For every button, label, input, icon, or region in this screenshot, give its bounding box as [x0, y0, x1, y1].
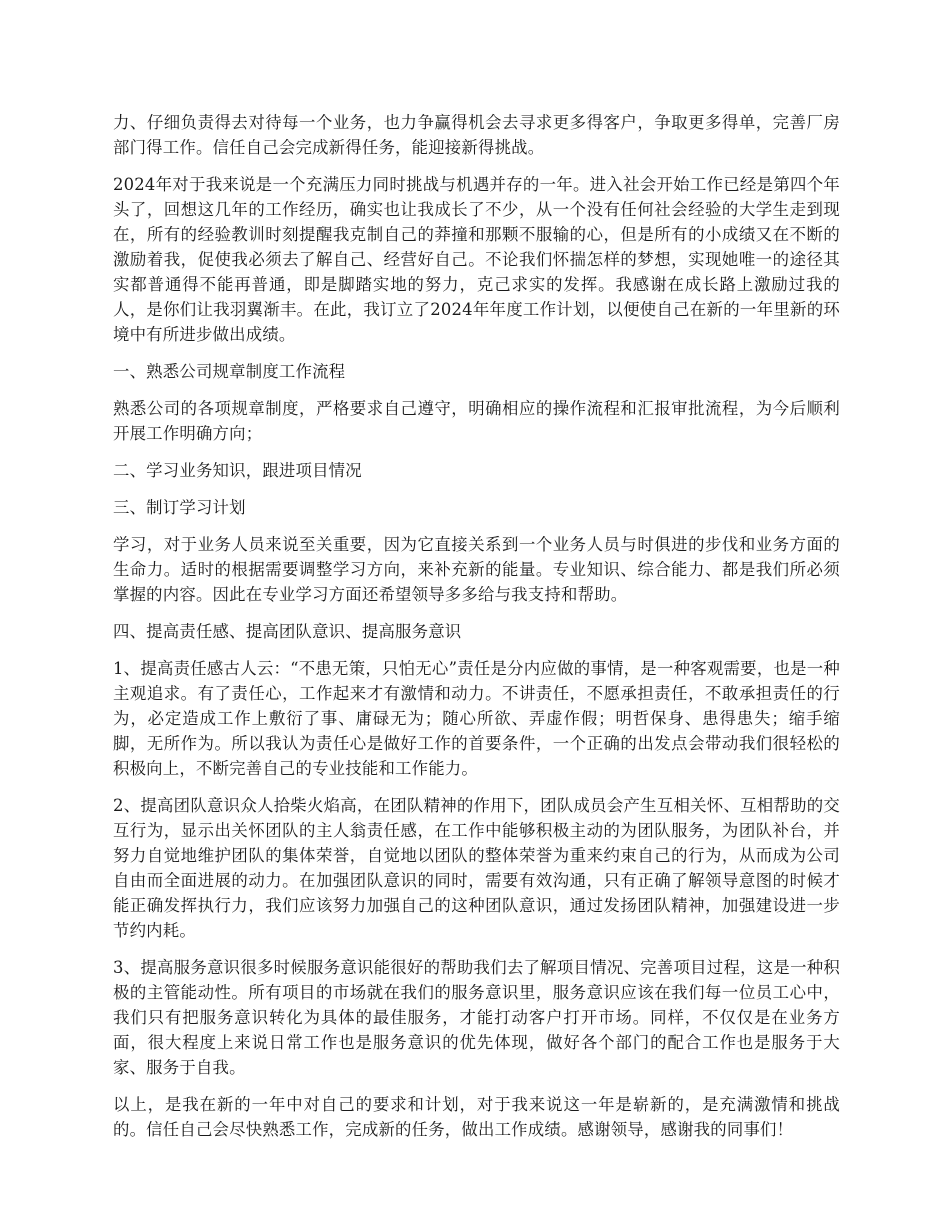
paragraph-responsibility: 1、提高责任感古人云：“不患无策，只怕无心”责任是分内应做的事情，是一种客观需要，也是一种主观追求。有了责任心，工作起来才有激情和动力。不讲责任，不愿承担责任，不敢承担责任的行为，必定造成工作上敷衍了事、庸碌无为；随心所欲、弄虚作假；明哲保身、患得患失；缩手缩脚，无所作为。所以我认为责任心是做好工作的首要条件，一个正确的出发点会带动我们很轻松的积极向上，不断完善自己的专业技能和工作能力。 [113, 659, 840, 778]
section-heading-2: 二、学习业务知识，跟进项目情况 [113, 461, 362, 480]
paragraph-team-awareness: 2、提高团队意识众人拾柴火焰高，在团队精神的作用下，团队成员会产生互相关怀、互相帮助的交互行为，显示出关怀团队的主人翁责任感，在工作中能够积极主动的为团队服务，为团队补台，并努力自觉地维护团队的集体荣誉，自觉地以团队的整体荣誉为重来约束自己的行为，从而成为公司自由而全面进展的动力。在加强团队意识的同时，需要有效沟通，只有正确了解领导意图的时候才能正确发挥执行力，我们应该努力加强自己的这种团队意识，通过发扬团队精神，加强建设进一步节约内耗。 [113, 796, 840, 940]
paragraph-company-rules: 熟悉公司的各项规章制度，严格要求自己遵守，明确相应的操作流程和汇报审批流程，为今后顺利开展工作明确方向； [113, 399, 840, 443]
paragraph-intro-continuation: 力、仔细负责得去对待每一个业务，也力争赢得机会去寻求更多得客户，争取更多得单，完善厂房部门得工作。信任自己会完成新得任务，能迎接新得挑战。 [113, 113, 840, 157]
section-heading-3: 三、制订学习计划 [113, 498, 246, 517]
paragraph-service-awareness: 3、提高服务意识很多时候服务意识能很好的帮助我们去了解项目情况、完善项目过程，这是一种积极的主管能动性。所有项目的市场就在我们的服务意识里，服务意识应该在我们每一位员工心中，我们只有把服务意识转化为具体的最佳服务，才能打动客户打开市场。同样，不仅仅是在业务方面，很大程度上来说日常工作也是服务意识的优先体现，做好各个部门的配合工作也是服务于大家、服务于自我。 [113, 958, 840, 1077]
section-heading-4: 四、提高责任感、提高团队意识、提高服务意识 [113, 622, 462, 641]
paragraph-2024-reflection: 2024年对于我来说是一个充满压力同时挑战与机遇并存的一年。进入社会开始工作已经是第四个年头了，回想这几年的工作经历，确实也让我成长了不少，从一个没有任何社会经验的大学生走到现在，所有的经验教训时刻提醒我克制自己的莽撞和那颗不服输的心，但是所有的小成绩又在不断的激励着我，促使我必须去了解自己、经营好自己。不论我们怀揣怎样的梦想，实现她唯一的途径其实都普通得不能再普通，即是脚踏实地的努力，克己求实的发挥。我感谢在成长路上激励过我的人，是你们让我羽翼渐丰。在此，我订立了2024年年度工作计划，以便使自己在新的一年里新的环境中有所进步做出成绩。 [113, 175, 840, 344]
section-heading-1: 一、熟悉公司规章制度工作流程 [113, 362, 346, 381]
document-body [113, 110, 840, 1154]
paragraph-study-plan: 学习，对于业务人员来说至关重要，因为它直接关系到一个业务人员与时俱进的步伐和业务方面的生命力。适时的根据需要调整学习方向，来补充新的能量。专业知识、综合能力、都是我们所必须掌握的内容。因此在专业学习方面还希望领导多多给与我支持和帮助。 [113, 535, 840, 604]
paragraph-conclusion: 以上，是我在新的一年中对自己的要求和计划，对于我来说这一年是崭新的，是充满激情和挑战的。信任自己会尽快熟悉工作，完成新的任务，做出工作成绩。感谢领导，感谢我的同事们！ [113, 1095, 840, 1139]
